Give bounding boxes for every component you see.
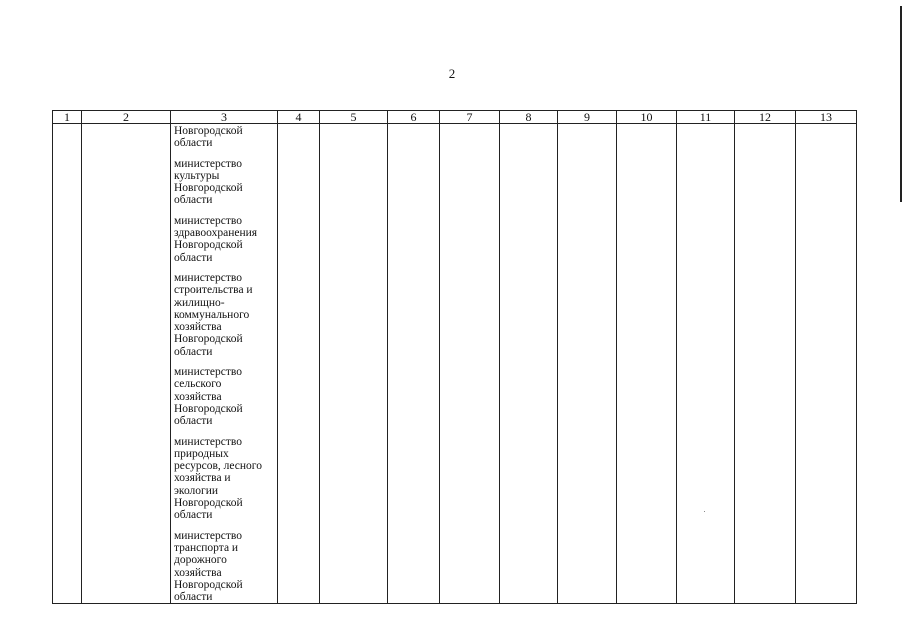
scan-edge-line (900, 6, 902, 202)
cell-col-11 (677, 124, 735, 604)
cell-col-10 (617, 124, 677, 604)
column-header-13: 13 (796, 111, 857, 124)
ministry-entry: министерство культуры Новгородской области (174, 157, 243, 207)
column-header-3: 3 (171, 111, 278, 124)
ministry-entry: министерство природных ресурсов, лесного хозяйства и экологии Новгородской области (174, 435, 262, 522)
column-header-1: 1 (53, 111, 82, 124)
ministry-entry: министерство транспорта и дорожного хозяйства Новгородской области (174, 529, 243, 604)
ministry-entry: министерство строительства и жилищно- коммунального хозяйства Новгородской области (174, 271, 253, 358)
cell-col-4 (278, 124, 320, 604)
column-header-12: 12 (735, 111, 796, 124)
column-header-9: 9 (558, 111, 617, 124)
column-header-11: 11 (677, 111, 735, 124)
cell-col-13 (796, 124, 857, 604)
column-header-2: 2 (82, 111, 171, 124)
document-table (52, 110, 857, 604)
column-header-10: 10 (617, 111, 677, 124)
header-row (53, 111, 857, 124)
ministry-entry: министерство сельского хозяйства Новгородской области (174, 366, 243, 428)
scan-speck (704, 511, 705, 512)
page-number: 2 (448, 66, 456, 81)
cell-col-6 (388, 124, 440, 604)
cell-col-9 (558, 124, 617, 604)
ministry-entry: министерство здравоохранения Новгородской области (174, 214, 258, 264)
cell-col-8 (500, 124, 558, 604)
column-header-4: 4 (278, 111, 320, 124)
cell-col-5 (320, 124, 388, 604)
cell-col-7 (440, 124, 500, 604)
column-header-8: 8 (500, 111, 558, 124)
column-header-5: 5 (320, 111, 388, 124)
cell-col-1 (53, 124, 82, 604)
ministry-entry: Новгородской области (174, 125, 243, 150)
cell-col-3 (171, 124, 278, 604)
column-header-7: 7 (440, 111, 500, 124)
column-header-6: 6 (388, 111, 440, 124)
table-row (53, 124, 857, 604)
cell-col-12 (735, 124, 796, 604)
cell-col-2 (82, 124, 171, 604)
